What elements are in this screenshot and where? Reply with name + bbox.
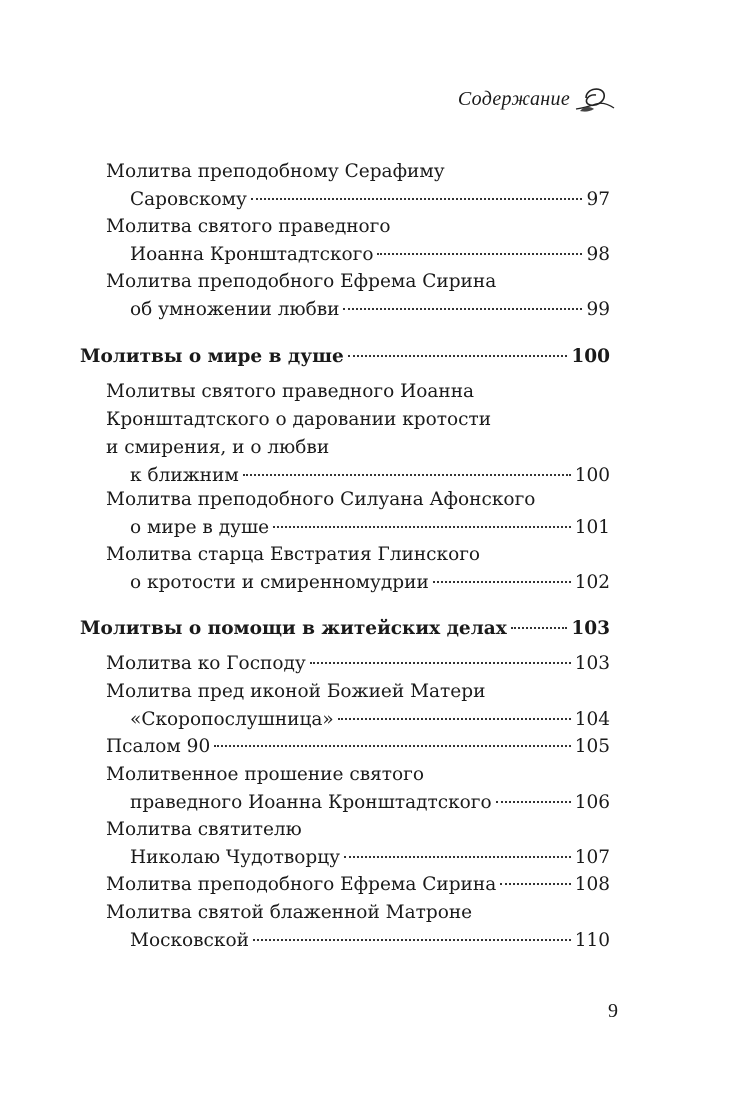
dot-leader [433, 581, 571, 583]
toc-section [80, 615, 610, 643]
dot-leader [338, 718, 571, 720]
toc-entry-leader-line [130, 844, 610, 872]
toc-entry [80, 871, 610, 899]
toc-entry-title-line: Молитва святого праведного [106, 216, 391, 237]
toc-entry-title: к ближним [130, 465, 239, 486]
toc-entry-title: Молитва ко Господу [106, 653, 306, 674]
toc-entry [80, 733, 610, 761]
dot-leader [500, 883, 570, 885]
toc-entry-title: о мире в душе [130, 517, 270, 538]
toc-entry-leader-line [130, 296, 610, 324]
toc-entry-title: Псалом 90 [106, 736, 211, 757]
toc-entry-title-line: Молитва старца Евстратия Глинского [106, 544, 481, 565]
toc-entry [80, 541, 610, 597]
dot-leader [496, 801, 571, 803]
toc-entry [80, 761, 610, 817]
dot-leader [253, 939, 571, 941]
toc-entry-title-line: Молитва пред иконой Божией Матери [106, 681, 486, 702]
toc-section [80, 343, 610, 371]
running-header [458, 84, 616, 114]
toc-entry-title-line: Молитва святой блаженной Матроне [106, 902, 473, 923]
leaf-swirl-ornament-icon [572, 82, 616, 114]
toc-entry-title: об умножении любви [130, 299, 340, 320]
toc-entry-page-number: 107 [574, 847, 610, 868]
toc-entry-page-number: 104 [574, 709, 610, 730]
toc-entry-leader-line [80, 343, 610, 371]
toc-entry-title: о кротости и смиренномудрии [130, 572, 429, 593]
toc-entry [80, 678, 610, 734]
dot-leader [343, 308, 582, 310]
toc-entry-title: Саровскому [130, 189, 247, 210]
dot-leader [273, 526, 571, 528]
toc-entry [80, 486, 610, 542]
dot-leader [377, 253, 582, 255]
toc-entry-leader-line [80, 615, 610, 643]
toc-entry-leader-line [106, 871, 610, 899]
toc-entry-leader-line [106, 650, 610, 678]
toc-entry-title: Молитва преподобного Ефрема Сирина [106, 874, 497, 895]
toc-entry-leader-line [130, 927, 610, 955]
dot-leader [310, 662, 571, 664]
toc-entry-page-number: 103 [574, 653, 610, 674]
toc-entry-title-line: Молитва преподобному Серафиму [106, 161, 445, 182]
toc-entry-leader-line [130, 186, 610, 214]
toc-entry-page-number: 97 [586, 189, 610, 210]
toc-entry-title: Николаю Чудотворцу [130, 847, 341, 868]
toc-entry-page-number: 100 [571, 346, 610, 367]
toc-entry [80, 378, 610, 490]
dot-leader [243, 474, 571, 476]
toc-entry-leader-line [106, 733, 610, 761]
toc-entry-page-number: 103 [571, 618, 610, 639]
toc-entry-leader-line [130, 789, 610, 817]
toc-entry-leader-line [130, 241, 610, 269]
toc-entry-title: Иоанна Кронштадтского [130, 244, 374, 265]
toc-entry [80, 213, 610, 269]
toc-entry [80, 650, 610, 678]
toc-entry-page-number: 110 [574, 930, 610, 951]
dot-leader [251, 198, 583, 200]
toc-entry-title-line: Молитвы святого праведного Иоанна [106, 381, 475, 402]
dot-leader [348, 355, 568, 357]
toc-entry-title: «Скоропослушница» [130, 709, 334, 730]
toc-entry-page-number: 102 [574, 572, 610, 593]
dot-leader [344, 856, 571, 858]
toc-entry [80, 268, 610, 324]
toc-entry [80, 816, 610, 872]
toc-entry-leader-line [130, 706, 610, 734]
dot-leader [214, 745, 570, 747]
toc-entry-title-line: Молитва преподобного Силуана Афонского [106, 489, 536, 510]
toc-entry-title: праведного Иоанна Кронштадтского [130, 792, 492, 813]
toc-entry-page-number: 99 [586, 299, 610, 320]
toc-entry-title-line: Кронштадтского о даровании кротости [106, 409, 492, 430]
dot-leader [511, 627, 568, 629]
toc-entry-title-line: Молитва преподобного Ефрема Сирина [106, 271, 497, 292]
toc-entry [80, 158, 610, 214]
toc-entry-page-number: 108 [574, 874, 610, 895]
toc-entry-page-number: 101 [574, 517, 610, 538]
toc-entry-title: Московской [130, 930, 249, 951]
toc-entry-page-number: 105 [574, 736, 610, 757]
toc-entry-title-line: и смирения, и о любви [106, 437, 330, 458]
toc-entry-title-line: Молитва святителю [106, 819, 302, 840]
toc-entry-title: Молитвы о помощи в житейских делах [80, 618, 507, 639]
running-header-title: Содержание [457, 87, 570, 110]
toc-entry-page-number: 106 [574, 792, 610, 813]
toc-entry-page-number: 100 [574, 465, 610, 486]
page-number: 9 [608, 1000, 618, 1022]
toc-entry [80, 899, 610, 955]
toc-entry-leader-line [130, 514, 610, 542]
toc-entry-title-line: Молитвенное прошение святого [106, 764, 424, 785]
toc-entry-title: Молитвы о мире в душе [80, 346, 344, 367]
toc-entry-leader-line [130, 569, 610, 597]
toc-entry-page-number: 98 [586, 244, 610, 265]
